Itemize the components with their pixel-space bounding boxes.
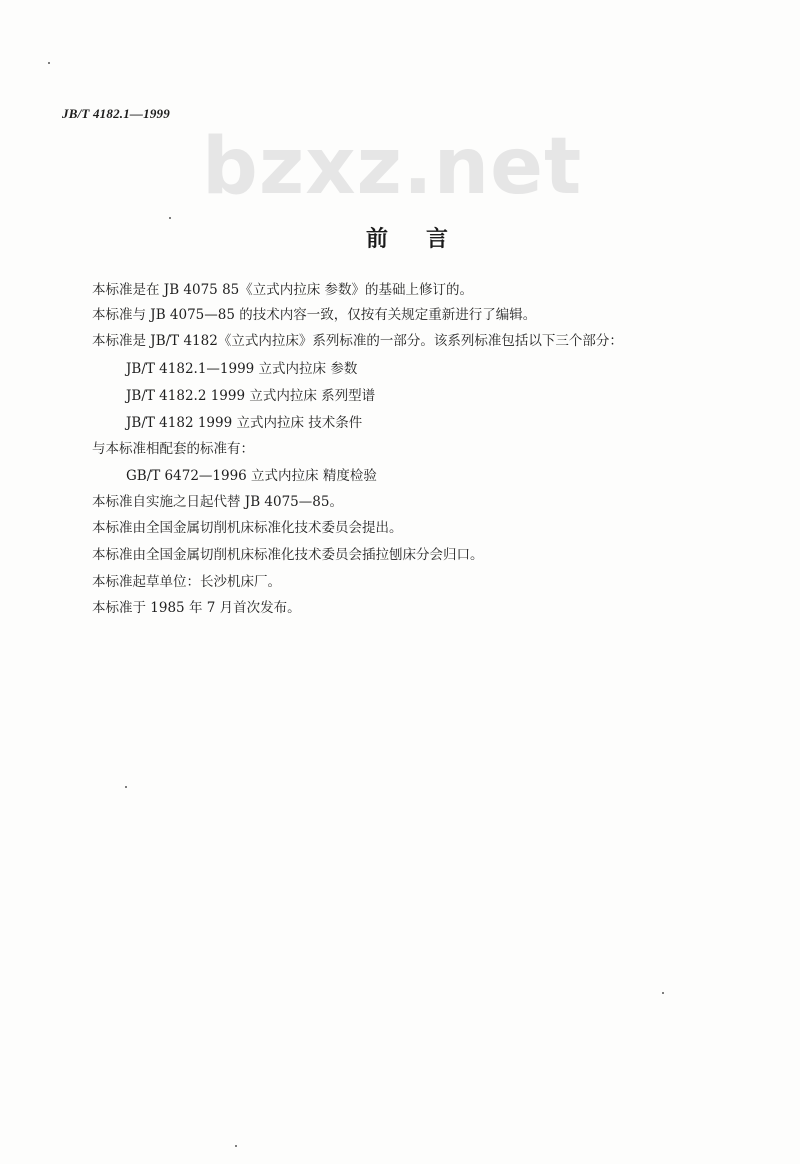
page-title: 前言 xyxy=(366,227,487,252)
scan-speck xyxy=(235,1145,237,1147)
paragraph-first-issued: 本标准于 1985 年 7 月首次发布。 xyxy=(92,600,301,616)
scan-speck xyxy=(125,786,127,788)
scan-speck xyxy=(48,62,50,64)
paragraph-centralized-by: 本标准由全国金属切削机床标准化技术委员会插拉刨床分会归口。 xyxy=(92,547,484,563)
series-item-3: JB/T 4182 1999 立式内拉床 技术条件 xyxy=(126,415,363,431)
scan-speck xyxy=(662,992,664,994)
paragraph-technical-content: 本标准与 JB 4075—85 的技术内容一致，仅按有关规定重新进行了编辑。 xyxy=(92,307,537,323)
paragraph-related-standards: 与本标准相配套的标准有： xyxy=(92,441,254,457)
series-item-2: JB/T 4182.2 1999 立式内拉床 系列型谱 xyxy=(126,388,376,404)
paragraph-drafting-unit: 本标准起草单位：长沙机床厂。 xyxy=(92,574,281,590)
related-standard-item: GB/T 6472—1996 立式内拉床 精度检验 xyxy=(126,468,377,484)
paragraph-supersedes: 本标准自实施之日起代替 JB 4075—85。 xyxy=(92,494,343,510)
paragraph-proposed-by: 本标准由全国金属切削机床标准化技术委员会提出。 xyxy=(92,520,403,536)
scan-speck xyxy=(169,217,171,219)
series-item-1: JB/T 4182.1—1999 立式内拉床 参数 xyxy=(126,361,358,377)
paragraph-revision-basis: 本标准是在 JB 4075 85《立式内拉床 参数》的基础上修订的。 xyxy=(92,282,474,298)
document-code: JB/T 4182.1—1999 xyxy=(62,106,170,121)
watermark: bzxz.net xyxy=(202,122,583,212)
paragraph-series-intro: 本标准是 JB/T 4182《立式内拉床》系列标准的一部分。该系列标准包括以下三个部分： xyxy=(92,333,623,349)
